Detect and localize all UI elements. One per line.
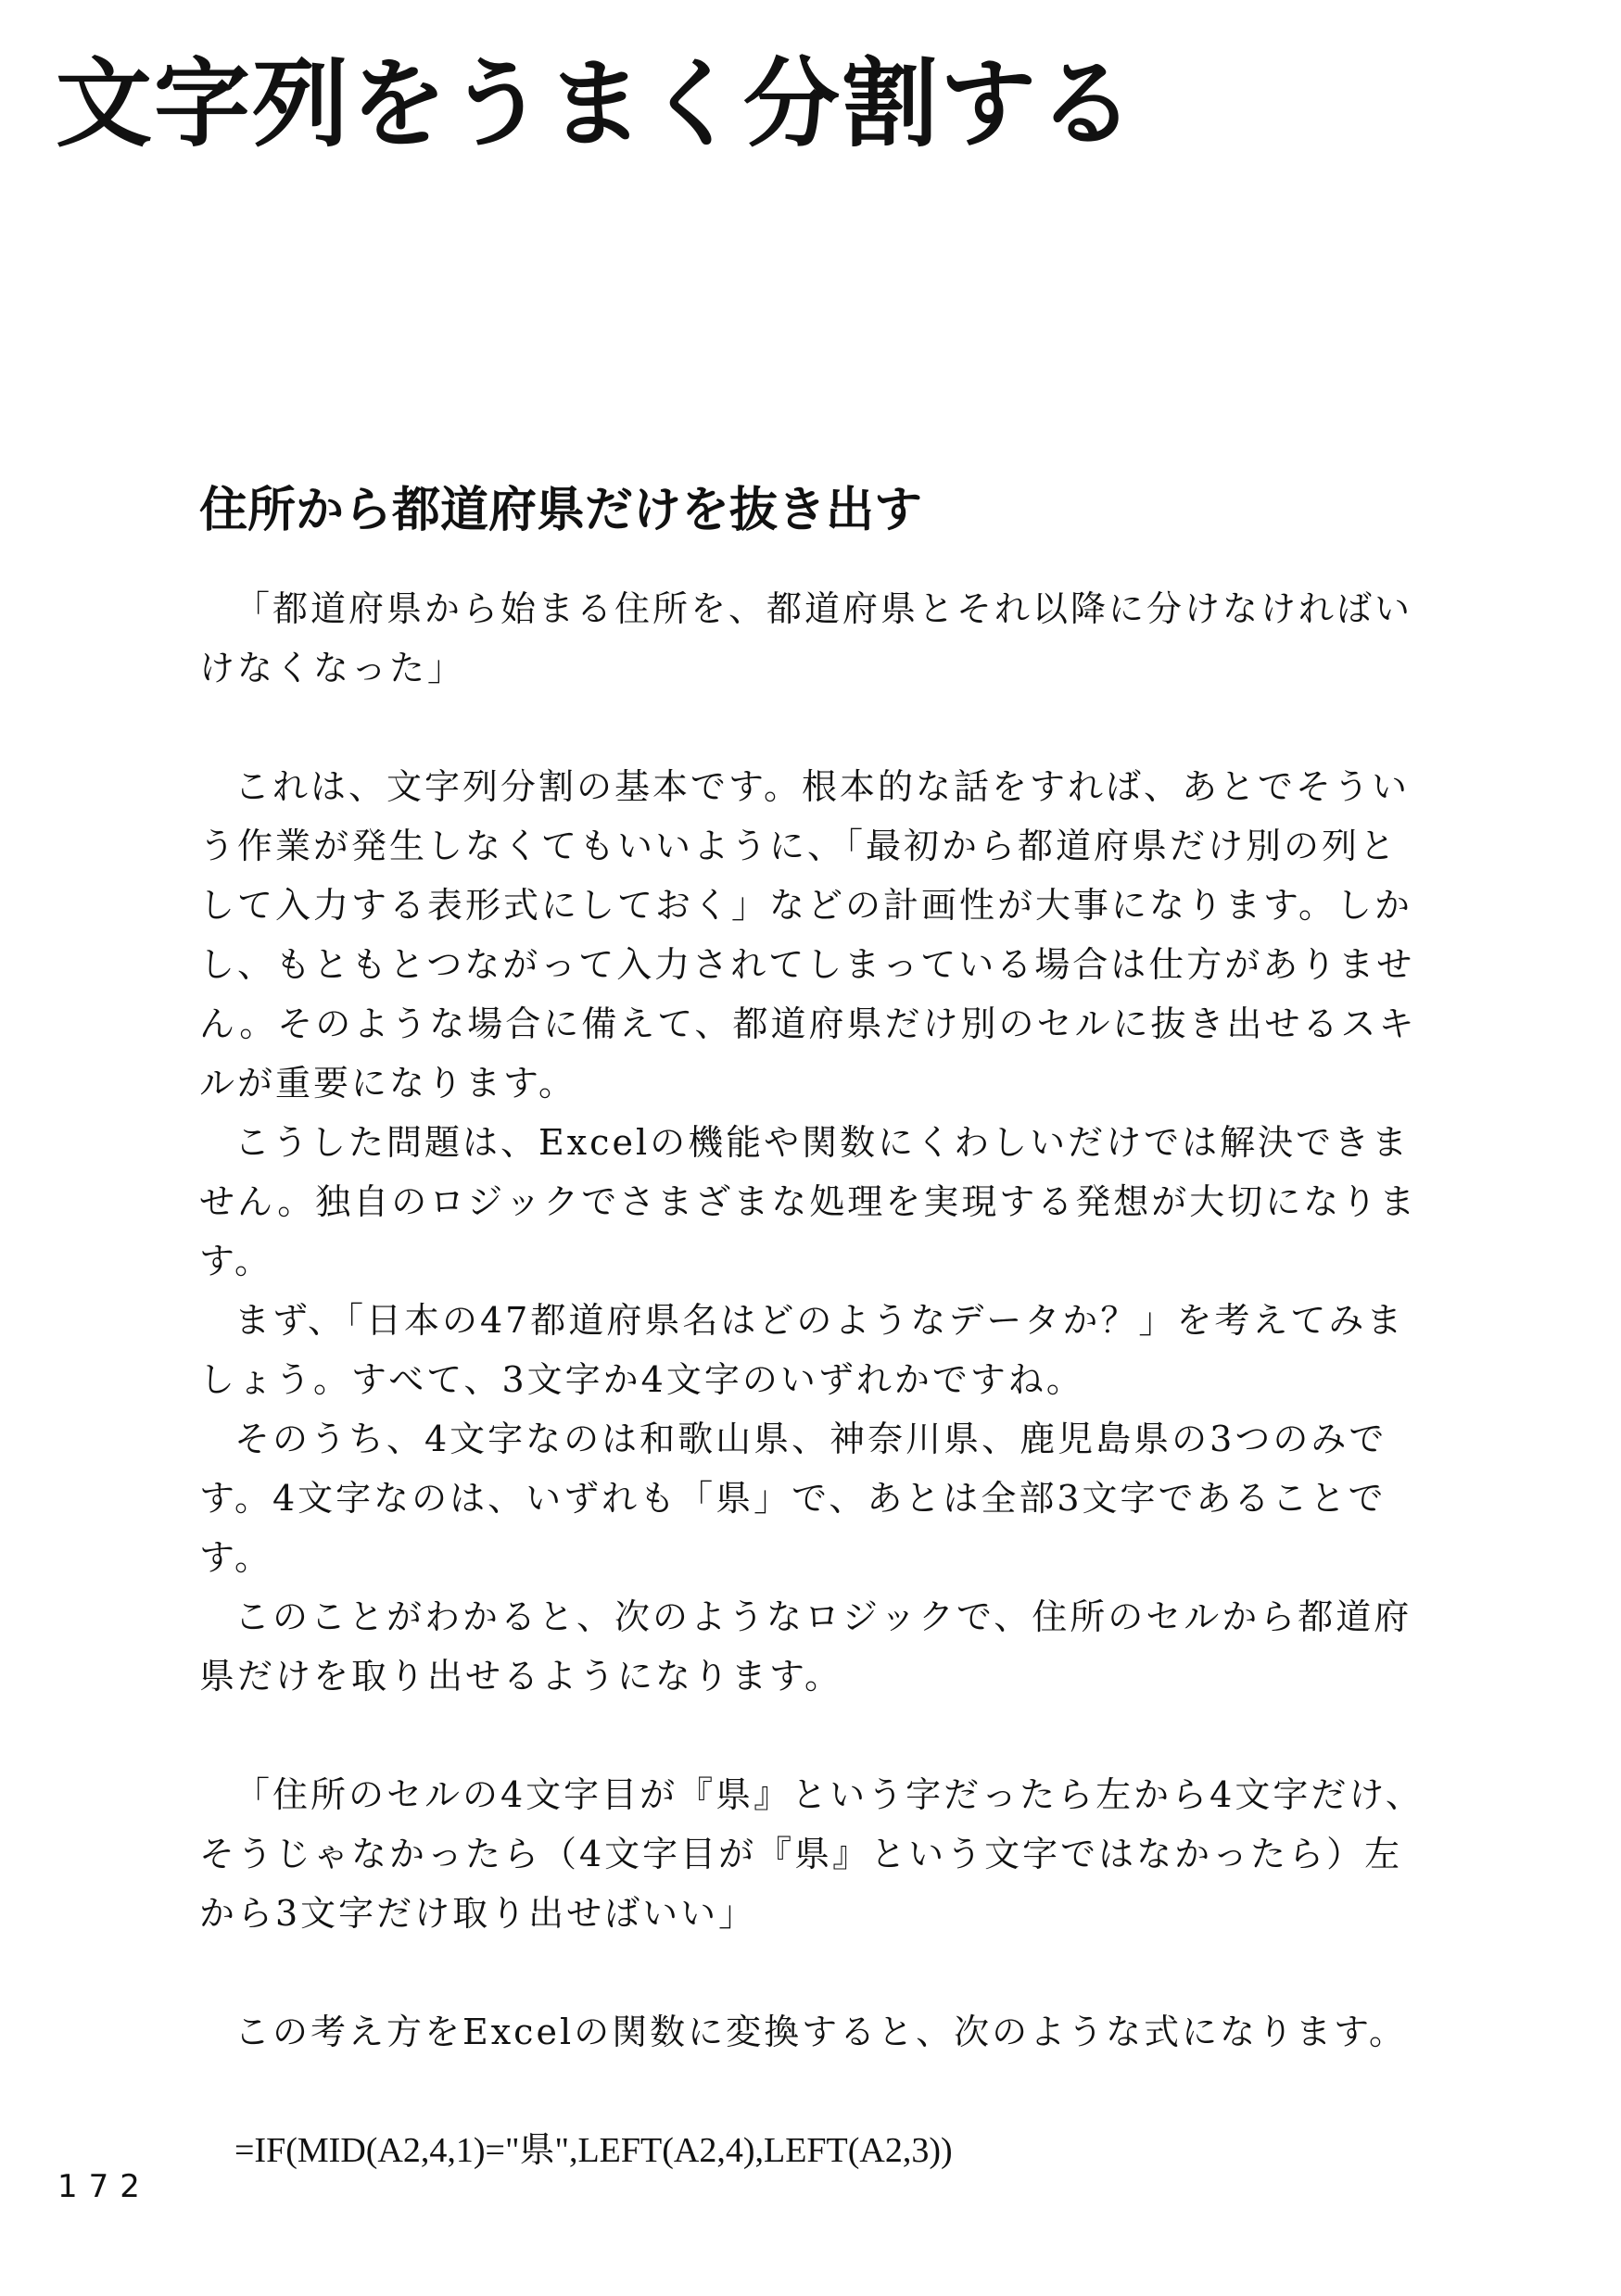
paragraph: まず、「日本の47都道府県名はどのようなデータか？」を考えてみましょう。すべて、3文字か4文字のいずれかですね。 bbox=[199, 1300, 1405, 1400]
body-text bbox=[199, 579, 1432, 2180]
paragraph: この考え方をExcelの関数に変換すると、次のような式になります。 bbox=[234, 2012, 1408, 2052]
paragraph: そのうち、4文字なのは和歌山県、神奈川県、鹿児島県の3つのみです。4文字なのは、いずれも「県」で、あとは全部3文字であることです。 bbox=[199, 1419, 1387, 1578]
section-heading: 住所から都道府県だけを抜き出す bbox=[199, 483, 923, 538]
page-title: 文字列をうまく分割する bbox=[56, 47, 1137, 160]
excel-formula: =IF(MID(A2,4,1)="県",LEFT(A2,4),LEFT(A2,3)) bbox=[234, 2131, 953, 2170]
paragraph: こうした問題は、Excelの機能や関数にくわしいだけでは解決できません。独自のロジックでさまざまな処理を実現する発想が大切になります。 bbox=[199, 1122, 1418, 1281]
quote-paragraph: 「住所のセルの4文字目が『県』という字だったら左から4文字だけ、そうじゃなかったら（4文字目が『県』という文字ではなかったら）左から3文字だけ取り出せばいい」 bbox=[199, 1774, 1424, 1934]
paragraph: これは、文字列分割の基本です。根本的な話をすれば、あとでそういう作業が発生しなくてもいいように、「最初から都道府県だけ別の列として入力する表形式にしておく」などの計画性が大事になります。しかし、もともとつながって入力されてしまっている場合は仕方がありません。そのような場合に備えて、都道府県だけ別のセルに抜き出せるスキルが重要になります。 bbox=[199, 766, 1417, 1104]
quote-paragraph: 「都道府県から始まる住所を、都道府県とそれ以降に分けなければいけなくなった」 bbox=[199, 588, 1413, 688]
page-number: 172 bbox=[57, 2168, 151, 2205]
paragraph: このことがわかると、次のようなロジックで、住所のセルから都道府県だけを取り出せるようになります。 bbox=[199, 1596, 1412, 1697]
